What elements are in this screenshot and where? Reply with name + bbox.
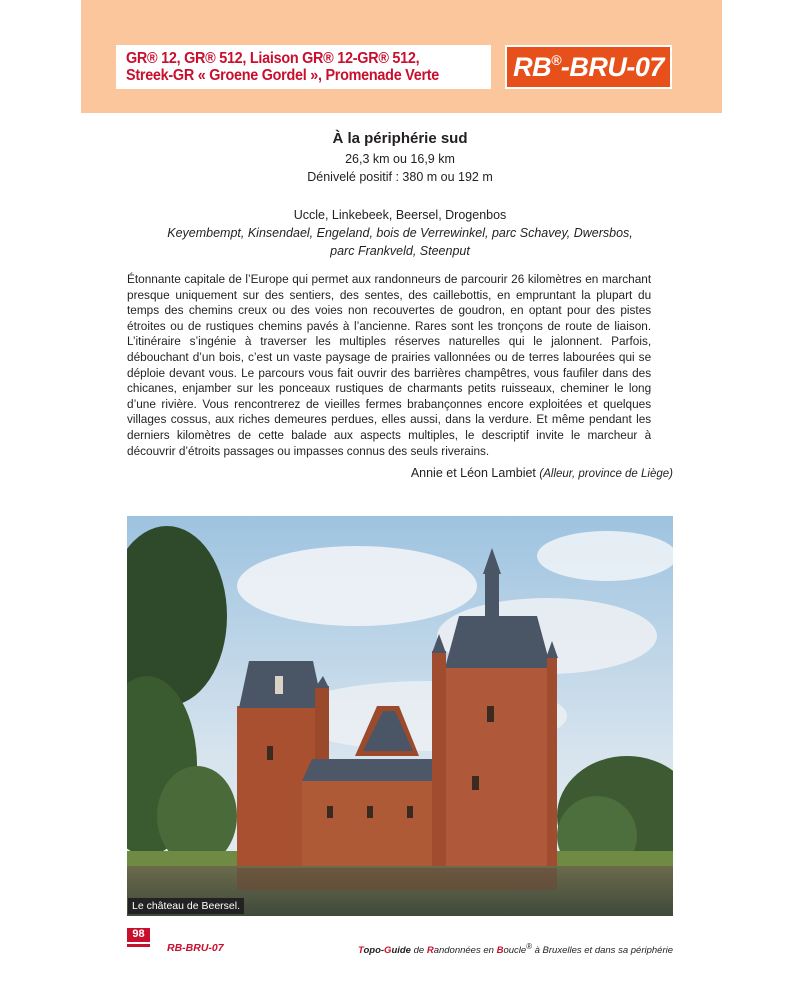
section-title: À la périphérie sud — [332, 130, 468, 147]
route-code-badge — [505, 45, 672, 89]
route-code-registered: ® — [551, 52, 561, 68]
footer-tail: à Bruxelles et dans sa périphérie — [532, 945, 673, 957]
footer-route-code: RB-BRU-07 — [167, 942, 224, 954]
places-line-2: parc Frankveld, Steenput — [330, 244, 470, 258]
route-code-suffix: -BRU-07 — [560, 51, 664, 82]
author-name: Annie et Léon Lambiet — [410, 466, 536, 480]
route-title-line-2: Streek-GR « Groene Gordel », Promenade Verte — [126, 67, 440, 84]
places-line-1: Keyembempt, Kinsendael, Engeland, bois de Verrewinkel, parc Schavey, Dwersbos, — [167, 226, 633, 240]
author-place: (Alleur, province de Liège) — [539, 468, 673, 480]
castle-photo — [127, 516, 673, 916]
footer-de: de — [410, 945, 427, 957]
page-number: 98 — [127, 928, 150, 947]
distance: 26,3 km ou 16,9 km — [345, 152, 455, 166]
footer-b-initial: B — [496, 945, 504, 957]
elevation: Dénivelé positif : 380 m ou 192 m — [307, 170, 493, 184]
description-paragraph: Étonnante capitale de l’Europe qui permet aux randonneurs de parcourir 26 kilomètres en marchant presque uniquement sur des sentiers, des sentes, des caillebottis, en empruntant la plupart du temps des chemins creux ou des voies non recouvertes de goudron, en optant pour des pistes étroites ou de rustiques chemins pavés à l’ancienne. Rares sont les tronçons de route de liaison. L’itinéraire s’ingénie à traverser les multiples réserves naturelles qui le jalonnent. Parfois, débouchant d’un bois, c’est un vaste paysage de prairies vallonnées ou de terres labourées qui se déploie devant vous. Le parcours vous fait ouvrir des barrières champêtres, vous faufiler dans des chicanes, enjamber sur les ponceaux rustiques de charmants petits ruisseaux, cheminer le long d’une rivière. Vous rencontrerez de vieilles fermes brabançonnes encore exploitées et quelques villages cossus, aux riches demeures perdues, elles aussi, dans la verdure. Et même pendant les derniers kilomètres de cette balade aux aspects multiples, le descriptif invite le marcheur à découvrir d’étroits passages ou impasses connus des seuls riverains. — [127, 272, 652, 458]
towns: Uccle, Linkebeek, Beersel, Drogenbos — [293, 208, 507, 222]
footer-g-initial: G — [384, 945, 392, 957]
footer-r-rest: andonnées en — [433, 945, 497, 957]
footer-series-title — [358, 942, 673, 956]
route-code-prefix: RB — [513, 51, 552, 82]
photo-caption: Le château de Beersel. — [128, 898, 244, 914]
footer-b-rest: oucle — [503, 945, 527, 957]
route-title-line-1: GR® 12, GR® 512, Liaison GR® 12-GR® 512, — [126, 50, 420, 67]
footer-r-initial: R — [426, 945, 434, 957]
author-credit — [411, 466, 673, 480]
footer-t-initial: T — [358, 945, 364, 957]
footer-g-rest: uide — [391, 945, 411, 957]
footer-t-rest: opo- — [363, 945, 385, 957]
route-title-box — [116, 45, 491, 89]
footer-b-registered: ® — [526, 942, 532, 951]
